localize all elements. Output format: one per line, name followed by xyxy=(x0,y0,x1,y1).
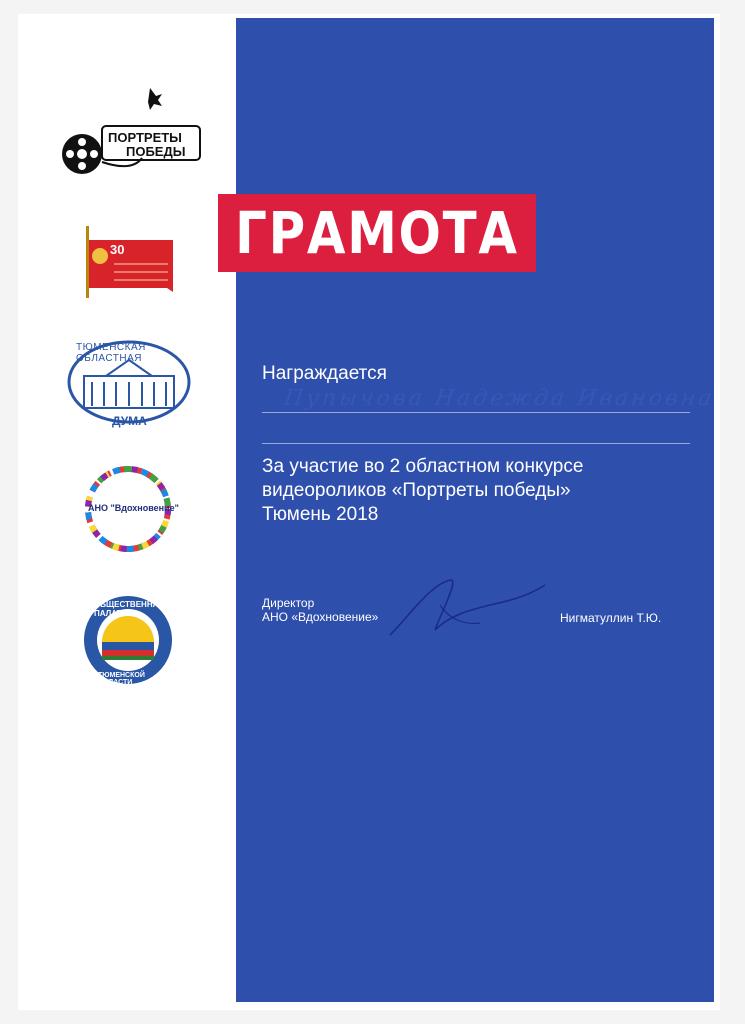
regional-duma-logo xyxy=(66,338,192,428)
chamber-logo-top-text: ОБЩЕСТВЕННАЯ ПАЛАТА xyxy=(94,600,165,618)
portraits-logo-line2: ПОБЕДЫ xyxy=(126,144,186,159)
awarded-label: Награждается xyxy=(262,363,387,384)
portraits-logo-line1: ПОРТРЕТЫ xyxy=(108,130,182,145)
portraits-of-victory-logo xyxy=(58,82,208,182)
second-underline xyxy=(262,443,690,444)
reason-line-2: видеороликов «Портреты победы» xyxy=(262,480,571,501)
name-underline xyxy=(262,412,690,413)
recipient-name: Пупычова Надежда Ивановна xyxy=(282,386,717,411)
ano-vdohnovenie-logo xyxy=(80,462,179,556)
signatory-title-line1: Директор xyxy=(262,596,315,610)
reason-line-1: За участие во 2 областном конкурсе xyxy=(262,456,584,477)
public-chamber-logo xyxy=(80,592,176,688)
duma-logo-bottom-text: ДУМА xyxy=(112,414,147,428)
certificate-title: ГРАМОТА xyxy=(235,199,519,267)
veterans-logo-number: 30 xyxy=(110,242,125,257)
duma-logo-top-text: ТЮМЕНСКАЯ ОБЛАСТНАЯ xyxy=(76,342,146,364)
veterans-organization-logo xyxy=(80,222,180,302)
handwritten-signature xyxy=(380,575,550,650)
reason-line-3: Тюмень 2018 xyxy=(262,504,379,525)
award-reason xyxy=(262,455,702,527)
signatory-title xyxy=(262,596,378,624)
vdohnovenie-logo-text: АНО "Вдохновение" xyxy=(88,503,179,513)
chamber-logo-bottom-text: ТЮМЕНСКОЙ ОБЛАСТИ xyxy=(98,672,145,686)
red-banner-icon xyxy=(89,240,173,292)
parliament-building-icon xyxy=(84,360,174,408)
signatory-title-line2: АНО «Вдохновение» xyxy=(262,610,379,624)
signatory-name: Нигматуллин Т.Ю. xyxy=(560,611,662,625)
title-banner xyxy=(218,194,536,272)
dove-icon xyxy=(148,88,162,110)
